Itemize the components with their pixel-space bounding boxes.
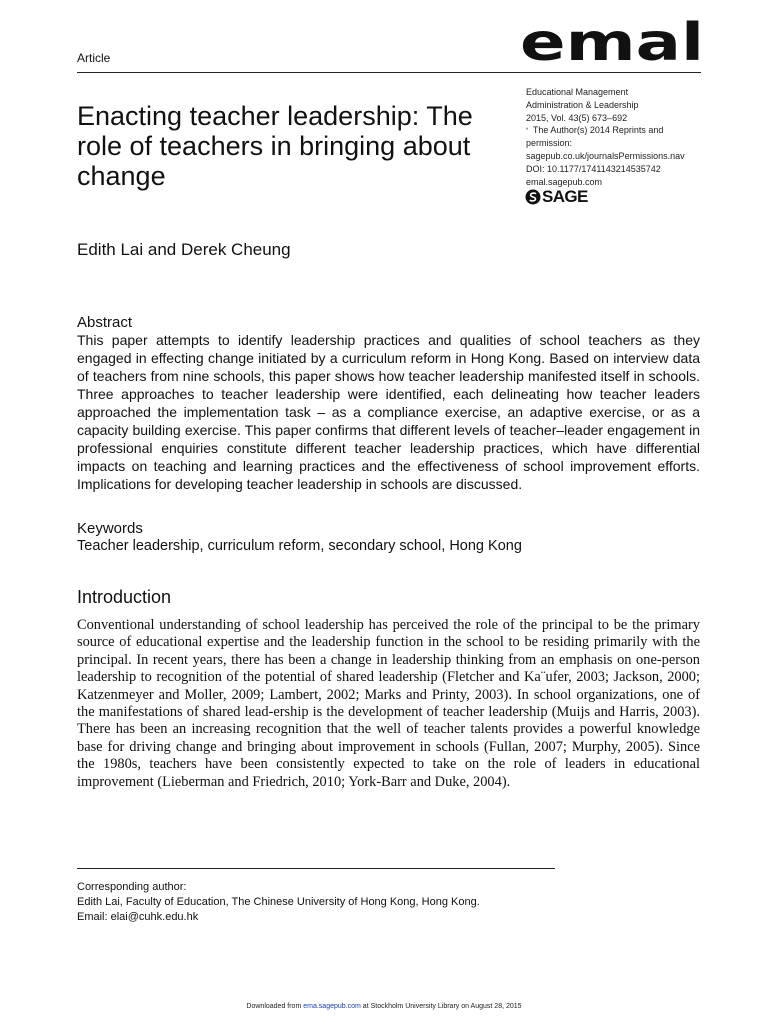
journal-logo-text: emal bbox=[520, 18, 704, 66]
journal-logo bbox=[520, 18, 704, 66]
download-notice bbox=[0, 1003, 768, 1010]
article-type-label: Article bbox=[77, 51, 111, 65]
journal-metadata bbox=[526, 86, 726, 188]
authors: Edith Lai and Derek Cheung bbox=[77, 240, 291, 259]
download-suffix: at Stockholm University Library on August 28, 2015 bbox=[362, 1003, 522, 1010]
keywords-list: Teacher leadership, curriculum reform, secondary school, Hong Kong bbox=[77, 538, 522, 554]
journal-site[interactable]: emal.sagepub.com bbox=[526, 176, 603, 187]
corresponding-author-label: Corresponding author: bbox=[77, 881, 187, 893]
header-rule bbox=[77, 72, 701, 73]
introduction-heading: Introduction bbox=[77, 587, 172, 607]
corresponding-author-email[interactable]: Email: elai@cuhk.edu.hk bbox=[77, 911, 199, 923]
publisher-name: SAGE bbox=[542, 187, 588, 206]
journal-volume: 2015, Vol. 43(5) 673–692 bbox=[526, 112, 628, 123]
copyright-line bbox=[526, 124, 726, 137]
download-link[interactable]: ema.sagepub.com bbox=[303, 1003, 361, 1010]
publisher-logo bbox=[525, 188, 588, 206]
keywords-heading: Keywords bbox=[77, 520, 143, 537]
corresponding-author-affiliation: Edith Lai, Faculty of Education, The Chinese University of Hong Kong, Hong Kong. bbox=[77, 896, 480, 908]
corresponding-author-note bbox=[77, 880, 480, 925]
paper-title: Enacting teacher leadership: The role of teachers in bringing about change bbox=[77, 101, 473, 191]
abstract-body: This paper attempts to identify leadership practices and qualities of school teachers as they engaged in effecting change initiated by a curriculum reform in Hong Kong. Based on interview data of teachers from nine schools, this paper shows how teacher leadership manifested itself in schools. Three approaches to teacher leadership were identified, each delineating how teacher leaders approached the implementation task – as a compliance exercise, an adaptive exercise, or as a capacity building exercise. This paper confirms that different levels of teacher–leader engagement in professional enquiries constitute different teacher leadership practices, which have differential impacts on teaching and learning practices and the effectiveness of school improvement efforts. Implications for developing teacher leadership in schools are discussed. bbox=[77, 332, 700, 492]
journal-name-cont: Administration & Leadership bbox=[526, 99, 639, 110]
copyright-text: The Author(s) 2014 Reprints and bbox=[532, 125, 664, 136]
permission-label: permission: bbox=[526, 138, 573, 149]
copyright-mark: ª bbox=[526, 127, 528, 134]
introduction-body: Conventional understanding of school leadership has perceived the role of the principal to be the primary source of educational expertise and the leadership function in the school to be residing primarily with the principal. In recent years, there has been a change in leadership thinking from an emphasis on one-person leadership to recognition of the potential of shared leadership (Fletcher and Ka¨ufer, 2003; Jackson, 2000; Katzenmeyer and Moller, 2009; Lambert, 2002; Marks and Printy, 2003). In school organizations, one of the manifestations of shared lead-ership is the development of teacher leadership (Muijs and Harris, 2003). There has been an increasing recognition that the well of teacher talents provides a powerful knowledge base for driving change and bringing about improvement in schools (Fullan, 2007; Murphy, 2005). Since the 1980s, teachers have been consistently expected to take on the role of leaders in educational improvement (Lieberman and Friedrich, 2010; York-Barr and Duke, 2004). bbox=[77, 617, 700, 790]
download-prefix: Downloaded from bbox=[246, 1003, 302, 1010]
journal-name: Educational Management bbox=[526, 87, 629, 97]
permission-url[interactable]: sagepub.co.uk/journalsPermissions.nav bbox=[526, 150, 685, 161]
sage-mark-icon bbox=[525, 189, 541, 205]
doi[interactable]: DOI: 10.1177/1741143214535742 bbox=[526, 163, 661, 174]
footnote-rule bbox=[77, 868, 555, 869]
abstract-heading: Abstract bbox=[77, 314, 133, 331]
